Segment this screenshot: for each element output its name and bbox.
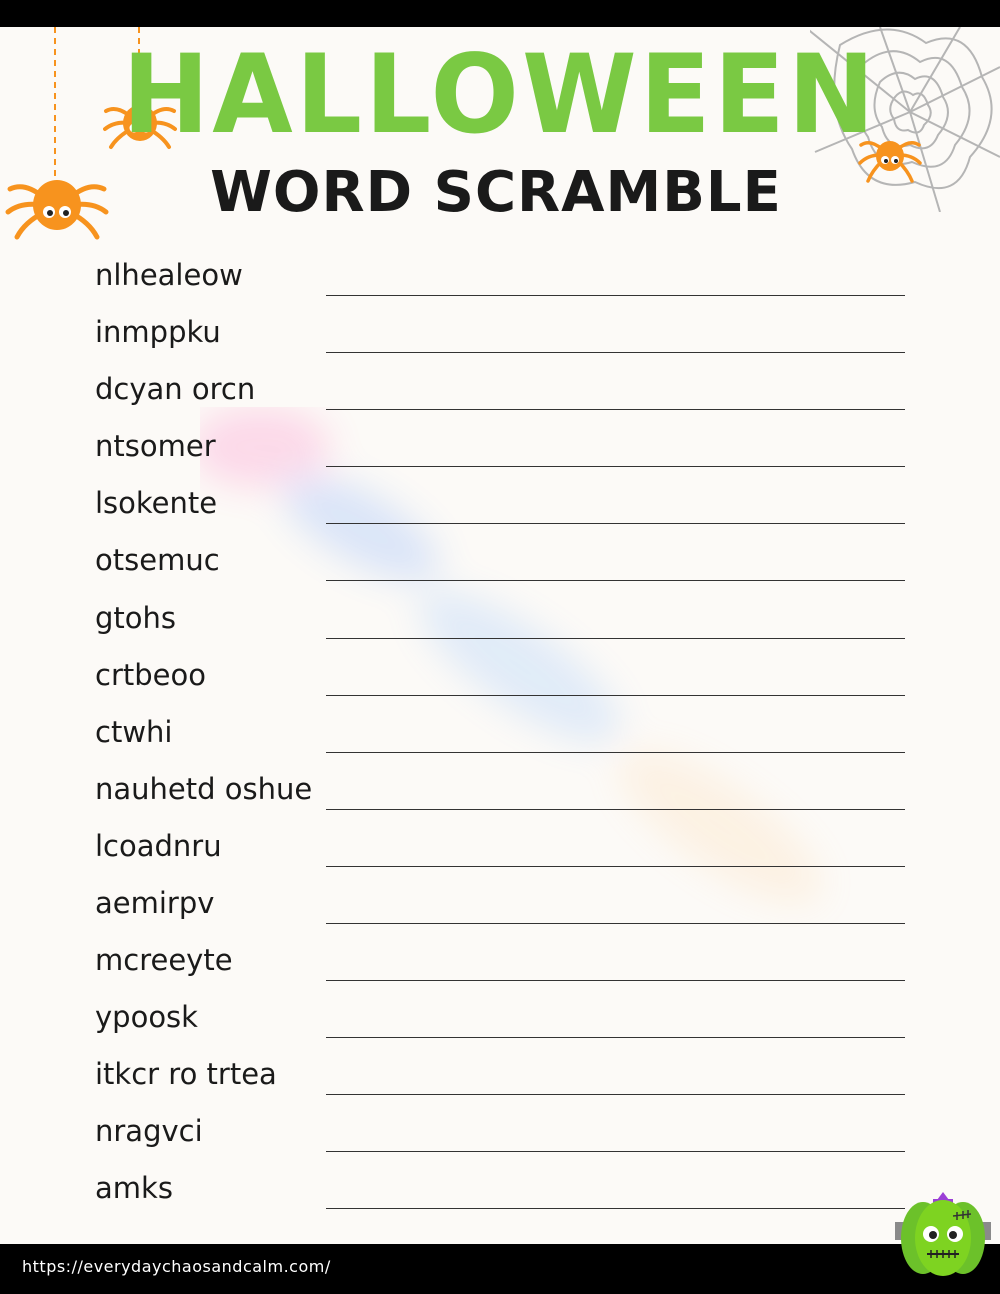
footer-bar <box>0 1244 1000 1294</box>
scrambled-word: mcreeyte <box>95 943 233 977</box>
scrambled-word: lcoadnru <box>95 829 222 863</box>
answer-line[interactable] <box>326 866 905 867</box>
answer-line[interactable] <box>326 466 905 467</box>
answer-line[interactable] <box>326 580 905 581</box>
word-row <box>0 312 1000 369</box>
word-row <box>0 598 1000 655</box>
scrambled-word: nauhetd oshue <box>95 772 313 806</box>
scrambled-word: nlhealeow <box>95 258 243 292</box>
scrambled-word: inmppku <box>95 315 221 349</box>
answer-line[interactable] <box>326 809 905 810</box>
answer-line[interactable] <box>326 523 905 524</box>
word-row <box>0 769 1000 826</box>
scrambled-word: nragvci <box>95 1114 203 1148</box>
word-row <box>0 940 1000 997</box>
scrambled-word: dcyan orcn <box>95 372 256 406</box>
answer-line[interactable] <box>326 980 905 981</box>
scrambled-word: ypoosk <box>95 1000 198 1034</box>
word-row <box>0 426 1000 483</box>
answer-line[interactable] <box>326 1151 905 1152</box>
word-row <box>0 1111 1000 1168</box>
word-row <box>0 712 1000 769</box>
word-row <box>0 1054 1000 1111</box>
scrambled-word: aemirpv <box>95 886 215 920</box>
answer-line[interactable] <box>326 1208 905 1209</box>
answer-line[interactable] <box>326 409 905 410</box>
answer-line[interactable] <box>326 1037 905 1038</box>
word-row <box>0 826 1000 883</box>
word-row <box>0 1168 1000 1225</box>
answer-line[interactable] <box>326 752 905 753</box>
scrambled-word: ctwhi <box>95 715 173 749</box>
scrambled-word: gtohs <box>95 601 177 635</box>
word-row <box>0 483 1000 540</box>
word-row <box>0 369 1000 426</box>
scrambled-word: amks <box>95 1171 173 1205</box>
word-row <box>0 540 1000 597</box>
answer-line[interactable] <box>326 695 905 696</box>
word-row <box>0 997 1000 1054</box>
answer-line[interactable] <box>326 352 905 353</box>
scrambled-word: crtbeoo <box>95 658 206 692</box>
answer-line[interactable] <box>326 923 905 924</box>
word-row <box>0 655 1000 712</box>
scrambled-word: ntsomer <box>95 429 216 463</box>
scrambled-word: otsemuc <box>95 543 220 577</box>
answer-line[interactable] <box>326 295 905 296</box>
word-row <box>0 883 1000 940</box>
frankenstein-pumpkin-icon <box>893 1192 993 1282</box>
word-row <box>0 255 1000 312</box>
top-bar <box>0 0 1000 27</box>
worksheet-page <box>0 27 1000 1244</box>
page-title: HALLOWEEN <box>122 29 878 159</box>
footer-url-link[interactable]: https://everydaychaosandcalm.com/ <box>22 1257 331 1276</box>
scrambled-word: itkcr ro trtea <box>95 1057 277 1091</box>
answer-line[interactable] <box>326 1094 905 1095</box>
answer-line[interactable] <box>326 638 905 639</box>
page-subtitle: WORD SCRAMBLE <box>210 160 782 225</box>
scrambled-word: lsokente <box>95 486 218 520</box>
